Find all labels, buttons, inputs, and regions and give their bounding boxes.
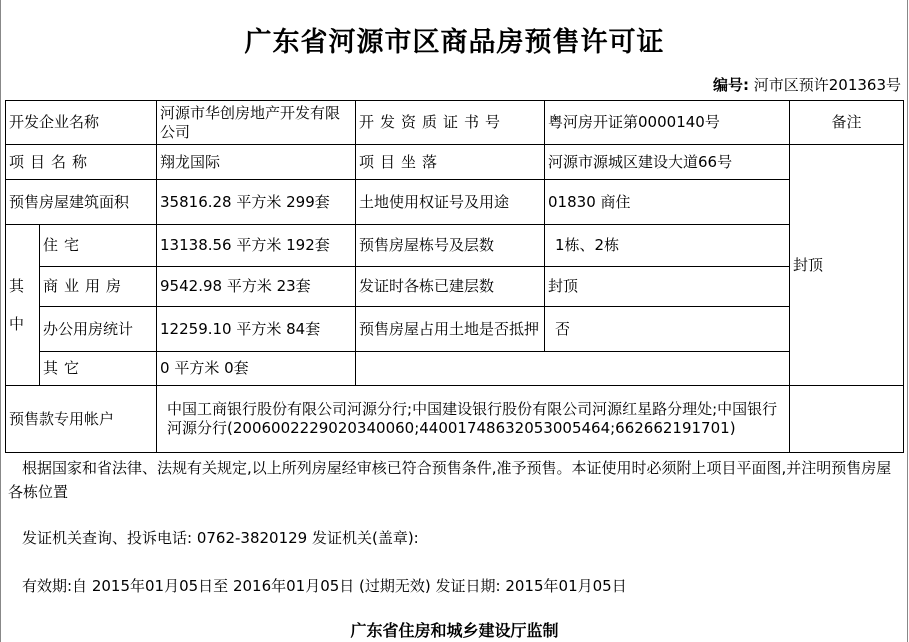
residential-label: 住宅 [40, 225, 157, 267]
land-use-label: 土地使用权证号及用途 [356, 180, 545, 225]
residential-value: 13138.56 平方米 192套 [157, 225, 356, 267]
other-value: 0 平方米 0套 [157, 352, 356, 386]
project-name-label: 项目名称 [6, 145, 157, 180]
among-which-char-2: 中 [9, 315, 25, 333]
certificate-number [713, 74, 901, 95]
supervision-footer: 广东省住房和城乡建设厅监制 [350, 621, 559, 640]
land-mortgage-value: 否 [545, 307, 790, 352]
built-floors-label: 发证时各栋已建层数 [356, 267, 545, 307]
empty-cell [356, 352, 790, 386]
presale-account-value: 中国工商银行股份有限公司河源分行;中国建设银行股份有限公司河源红星路分理处;中国银行河源分行(2006002229020340060;44001748632053005464;662662191701) [157, 386, 790, 453]
qualification-value: 粤河房开证第0000140号 [545, 101, 790, 145]
developer-value: 河源市华创房地产开发有限公司 [157, 101, 356, 145]
among-which-label [6, 225, 40, 386]
project-name-value: 翔龙国际 [157, 145, 356, 180]
built-floors-value: 封顶 [545, 267, 790, 307]
presale-account-label: 预售款专用帐户 [6, 386, 157, 453]
certificate-number-value: 河市区预许201363号 [753, 76, 901, 94]
project-location-label: 项目坐落 [356, 145, 545, 180]
commercial-label: 商业用房 [40, 267, 157, 307]
account-remarks-cell [790, 386, 904, 453]
other-label: 其它 [40, 352, 157, 386]
land-use-value: 01830 商住 [545, 180, 790, 225]
building-numbers-value: 1栋、2栋 [545, 225, 790, 267]
project-location-value: 河源市源城区建设大道66号 [545, 145, 790, 180]
developer-label: 开发企业名称 [6, 101, 157, 145]
qualification-label: 开发资质证书号 [356, 101, 545, 145]
building-numbers-label: 预售房屋栋号及层数 [356, 225, 545, 267]
office-value: 12259.10 平方米 84套 [157, 307, 356, 352]
page-title: 广东省河源市区商品房预售许可证 [244, 27, 665, 58]
page-border-left [0, 0, 1, 642]
permit-table [5, 100, 904, 453]
validity-line: 有效期:自 2015年01月05日至 2016年01月05日 (过期无效) 发证日期: 2015年01月05日 [22, 577, 627, 595]
presale-area-value: 35816.28 平方米 299套 [157, 180, 356, 225]
among-which-char-1: 其 [9, 277, 25, 295]
remarks-label: 备注 [790, 101, 904, 145]
contact-phone-line: 发证机关查询、投诉电话: 0762-3820129 发证机关(盖章): [22, 529, 419, 547]
remarks-value: 封顶 [790, 145, 904, 386]
certificate-number-label: 编号: [712, 76, 749, 94]
commercial-value: 9542.98 平方米 23套 [157, 267, 356, 307]
presale-area-label: 预售房屋建筑面积 [6, 180, 157, 225]
approval-statement: 根据国家和省法律、法规有关规定,以上所列房屋经审核已符合预售条件,准予预售。本证使用时必须附上项目平面图,并注明预售房屋各栋位置 [8, 459, 892, 501]
page-border-right [907, 0, 908, 642]
office-label: 办公用房统计 [40, 307, 157, 352]
land-mortgage-label: 预售房屋占用土地是否抵押 [356, 307, 545, 352]
